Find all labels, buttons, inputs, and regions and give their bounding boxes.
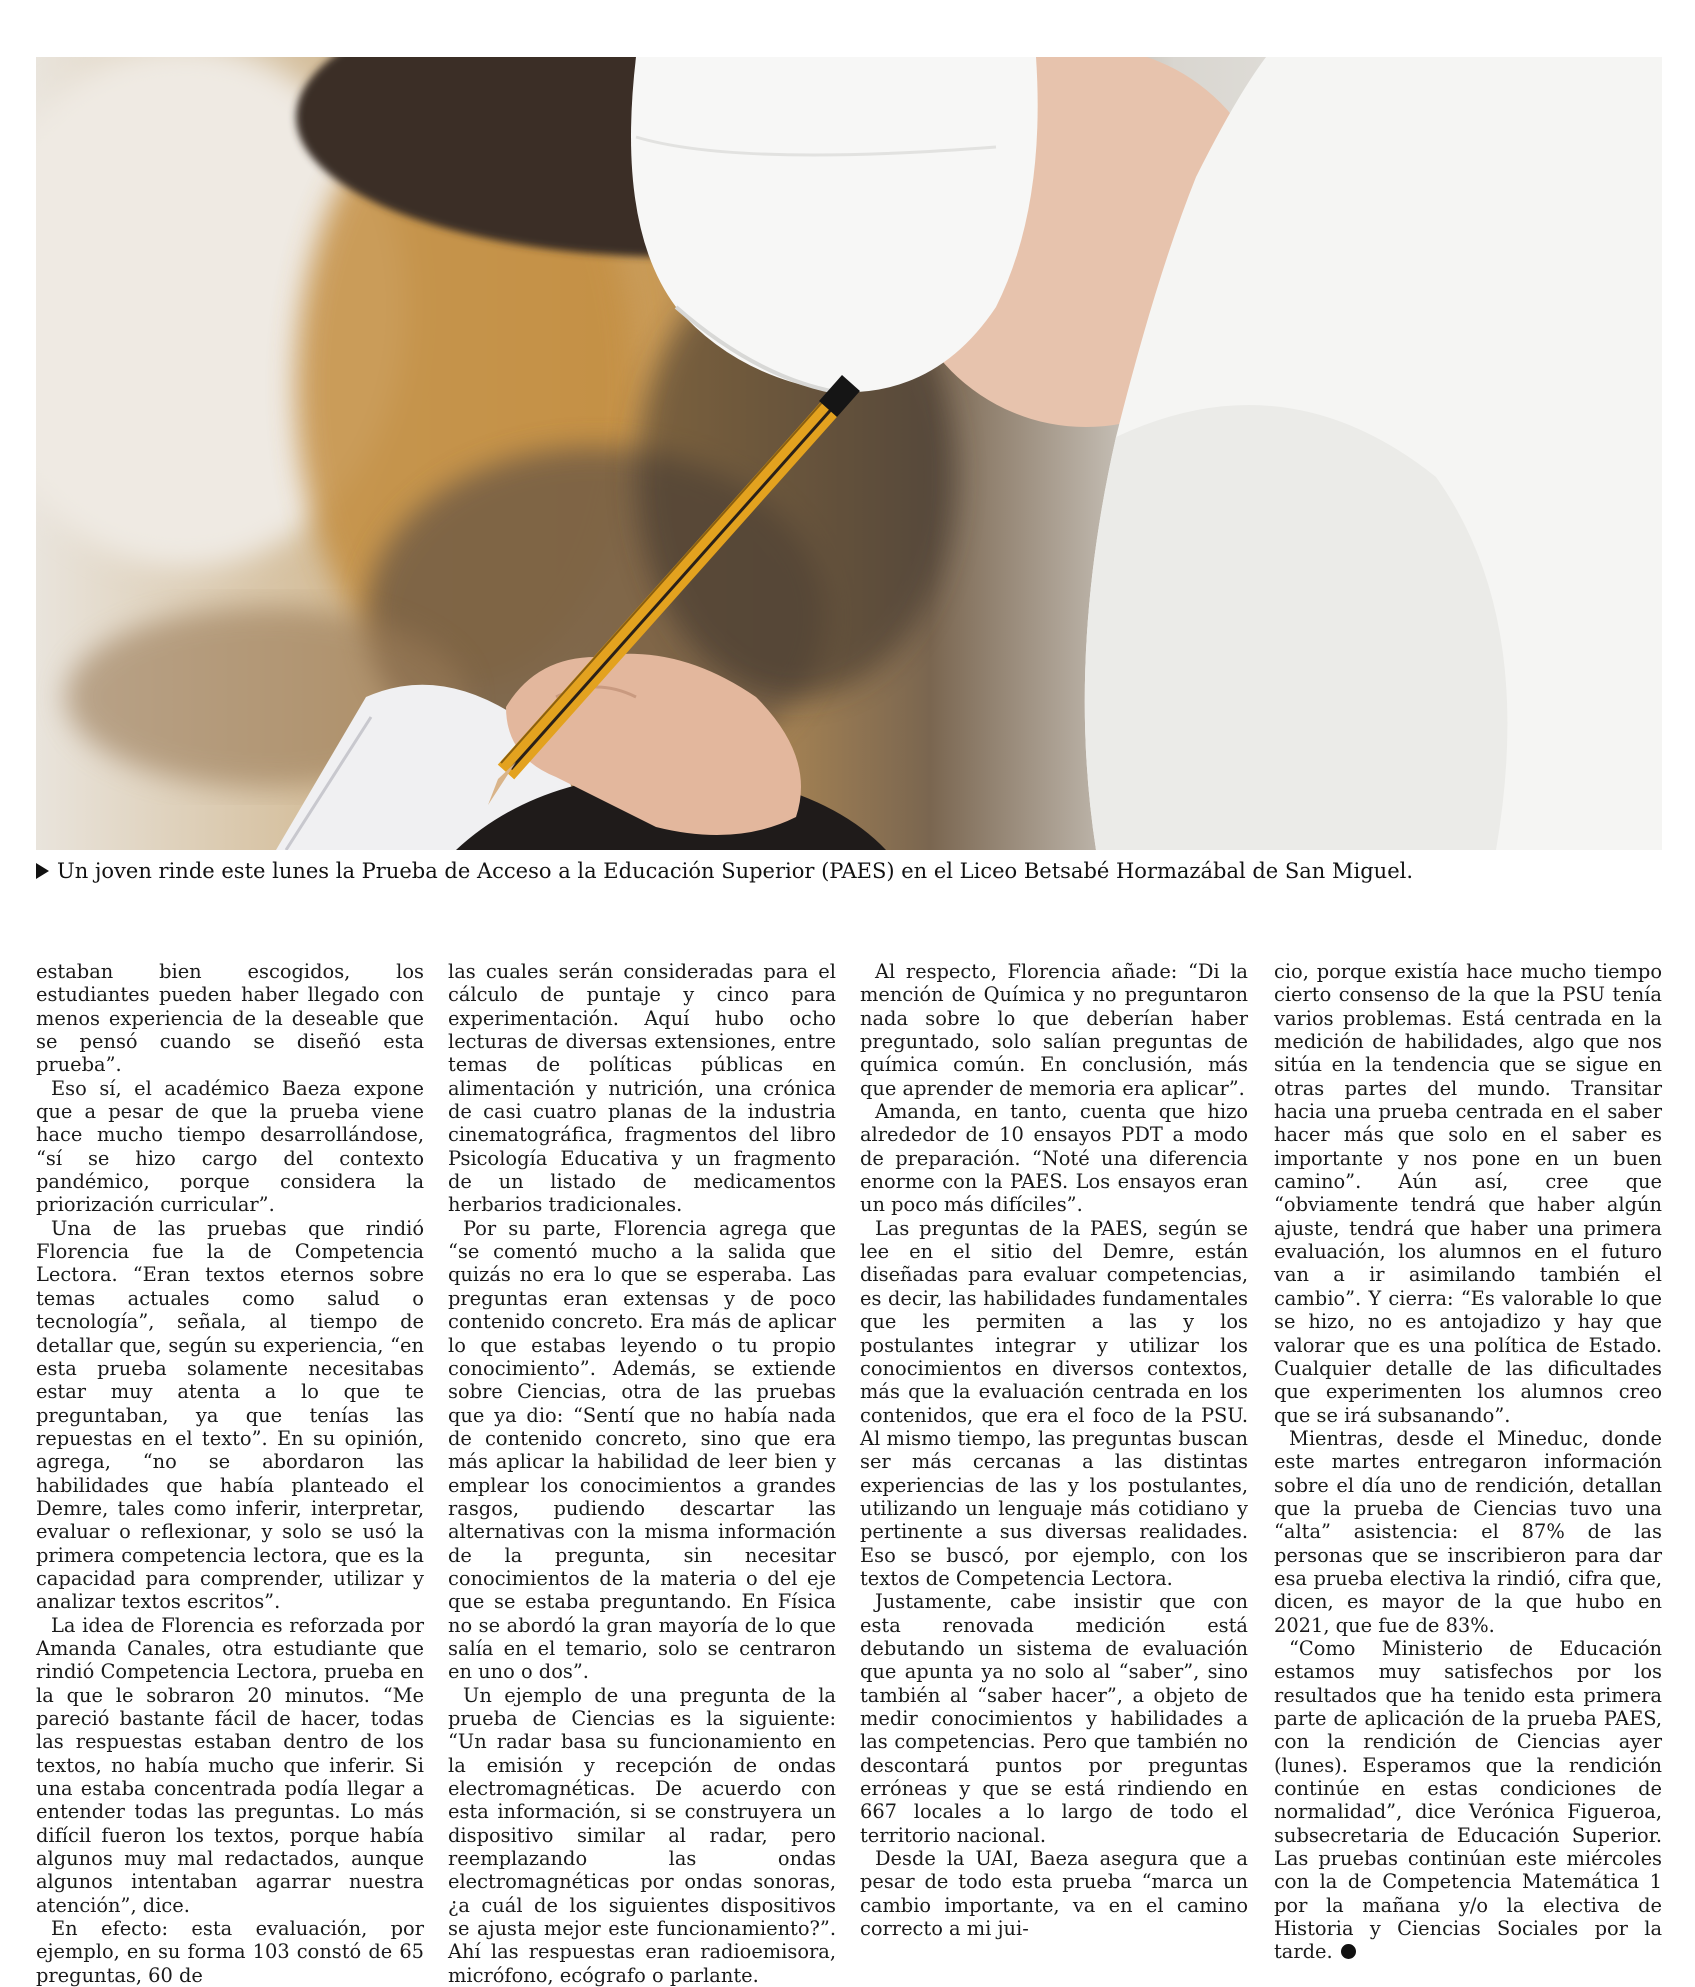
paragraph: Justamente, cabe insistir que con esta renovada medición está debutando un sistema de evaluación que apunta ya no solo al “saber”, sino también al “saber hacer”, a objeto de medir conocimientos y habilidades a las competencias. Pero que también no descontará puntos por preguntas erróneas y que se está rindiendo en 667 locales a lo largo de todo el territorio nacional. (860, 1590, 1248, 1847)
paragraph: cio, porque existía hace mucho tiempo cierto consenso de la que la PSU tenía varios problemas. Está centrada en la medición de habilidades, algo que nos sitúa en la tendencia que se sigue en otras partes del mundo. Transitar hacia una prueba centrada en el saber hacer más que solo en el saber es importante y nos pone en un buen camino”. Aún así, cree que “obviamente tendrá que haber algún ajuste, tendrá que haber una primera evaluación, los alumnos en el futuro van a ir asimilando también el cambio”. Y cierra: “Es valorable lo que se hizo, no es antojadizo y hay que valorar que es una política de Estado. Cualquier detalle de las dificultades que experimenten los alumnos creo que se irá subsanando”. (1274, 960, 1662, 1427)
paragraph: La idea de Florencia es reforzada por Amanda Canales, otra estudiante que rindió Competencia Lectora, prueba en la que le sobraron 20 minutos. “Me pareció bastante fácil de hacer, todas las respuestas estaban dentro de los textos, no había mucho que inferir. Si una estaba concentrada podía llegar a entender todas las preguntas. Lo más difícil fueron los textos, porque había algunos muy mal redactados, aunque algunos intentaban agarrar nuestra atención”, dice. (36, 1613, 424, 1917)
paragraph: Desde la UAI, Baeza asegura que a pesar de todo esta prueba “marca un cambio importante, va en el camino correcto a mi jui- (860, 1847, 1248, 1941)
article-column-3 (860, 960, 1248, 1940)
paragraph-final (1274, 1637, 1662, 1964)
paragraph: Amanda, en tanto, cuenta que hizo alrededor de 10 ensayos PDT a modo de preparación. “Noté una diferencia enorme con la PAES. Los ensayos eran un poco más difíciles”. (860, 1100, 1248, 1217)
paragraph: estaban bien escogidos, los estudiantes pueden haber llegado con menos experiencia de la deseable que se pensó cuando se diseñó esta prueba”. (36, 960, 424, 1077)
paragraph: En efecto: esta evaluación, por ejemplo, en su forma 103 constó de 65 preguntas, 60 de (36, 1917, 424, 1987)
article-column-1 (36, 960, 424, 1987)
paragraph: las cuales serán consideradas para el cálculo de puntaje y cinco para experimentación. Aquí hubo ocho lecturas de diversas extensiones, entre temas de políticas públicas en alimentación y nutrición, una crónica de casi cuatro planas de la industria cinematográfica, fragmentos del libro Psicología Educativa y un fragmento de un listado de medicamentos herbarios tradicionales. (448, 960, 836, 1217)
student-writing-photo-icon (36, 57, 1662, 850)
paragraph: Por su parte, Florencia agrega que “se comentó mucho a la salida que quizás no era lo que se esperaba. Las preguntas eran extensas y de poco contenido concreto. Era más de aplicar lo que estabas leyendo o tu propio conocimiento”. Además, se extiende sobre Ciencias, otra de las pruebas que ya dio: “Sentí que no había nada de contenido concreto, sino que era más aplicar la habilidad de leer bien y emplear los conocimientos a grandes rasgos, pudiendo descartar las alternativas con la misma información de la pregunta, sin necesitar conocimientos de la materia o del eje que se estaba preguntando. En Física no se abordó la gran mayoría de lo que salía en el temario, solo se centraron en uno o dos”. (448, 1216, 836, 1684)
paragraph-final-text: “Como Ministerio de Educación estamos muy satisfechos por los resultados que ha tenido esta primera parte de aplicación de la prueba PAES, con la rendición de Ciencias ayer (lunes). Esperamos que la rendición continúe en estas condiciones de normalidad”, dice Verónica Figueroa, subsecretaria de Educación Superior. Las pruebas continúan este miércoles con la de Competencia Matemática 1 por la mañana y/o la electiva de Historia y Ciencias Sociales por la tarde. (1274, 1636, 1662, 1964)
article-column-4 (1274, 960, 1662, 1964)
paragraph: Las preguntas de la PAES, según se lee en el sitio del Demre, están diseñadas para evaluar competencias, es decir, las habilidades fundamentales que les permiten a las y los postulantes integrar y utilizar los conocimientos en diversos contextos, más que la evaluación centrada en los contenidos, que era el foco de la PSU. Al mismo tiempo, las preguntas buscan ser más cercanas a las distintas experiencias de las y los postulantes, utilizando un lenguaje más cotidiano y pertinente a sus diversas realidades. Eso se buscó, por ejemplo, con los textos de Competencia Lectora. (860, 1216, 1248, 1590)
caption-text: Un joven rinde este lunes la Prueba de Acceso a la Educación Superior (PAES) en el Liceo Betsabé Hormazábal de San Miguel. (57, 859, 1414, 883)
photo-caption (36, 856, 1662, 886)
article-photo (36, 57, 1662, 850)
paragraph: Eso sí, el académico Baeza expone que a pesar de que la prueba viene hace mucho tiempo desarrollándose, “sí se hizo cargo del contexto pandémico, porque considera la priorización curricular”. (36, 1076, 424, 1217)
paragraph: Una de las pruebas que rindió Florencia fue la de Competencia Lectora. “Eran textos eternos sobre temas actuales como salud o tecnología”, señala, al tiempo de detallar que, según su experiencia, “en esta prueba solamente necesitabas estar muy atenta a lo que te preguntaban, ya que tenías las repuestas en el texto”. En su opinión, agrega, “no se abordaron las habilidades que había planteado el Demre, tales como inferir, interpretar, evaluar o reflexionar, y solo se usó la primera competencia lectora, que es la capacidad para comprender, utilizar y analizar textos escritos”. (36, 1216, 424, 1614)
paragraph: Un ejemplo de una pregunta de la prueba de Ciencias es la siguiente: “Un radar basa su funcionamiento en la emisión y recepción de ondas electromagnéticas. De acuerdo con esta información, si se construyera un dispositivo similar al radar, pero reemplazando las ondas electromagnéticas por ondas sonoras, ¿a cuál de los siguientes dispositivos se ajusta mejor este funcionamiento?”. Ahí las respuestas eran radioemisora, micrófono, ecógrafo o parlante. (448, 1683, 836, 1987)
paragraph: Al respecto, Florencia añade: “Di la mención de Química y no preguntaron nada sobre lo que deberían haber preguntado, solo salían preguntas de química común. En conclusión, más que aprender de memoria era aplicar”. (860, 960, 1248, 1100)
paragraph: Mientras, desde el Mineduc, donde este martes entregaron información sobre el día uno de rendición, detallan que la prueba de Ciencias tuvo una “alta” asistencia: el 87% de las personas que se inscribieron para dar esa prueba electiva la rindió, cifra que, dicen, es mayor de la que hubo en 2021, que fue de 83%. (1274, 1426, 1662, 1637)
end-of-article-dot-icon (1341, 1944, 1356, 1959)
triangle-right-icon (36, 863, 49, 879)
article-column-2 (448, 960, 836, 1987)
